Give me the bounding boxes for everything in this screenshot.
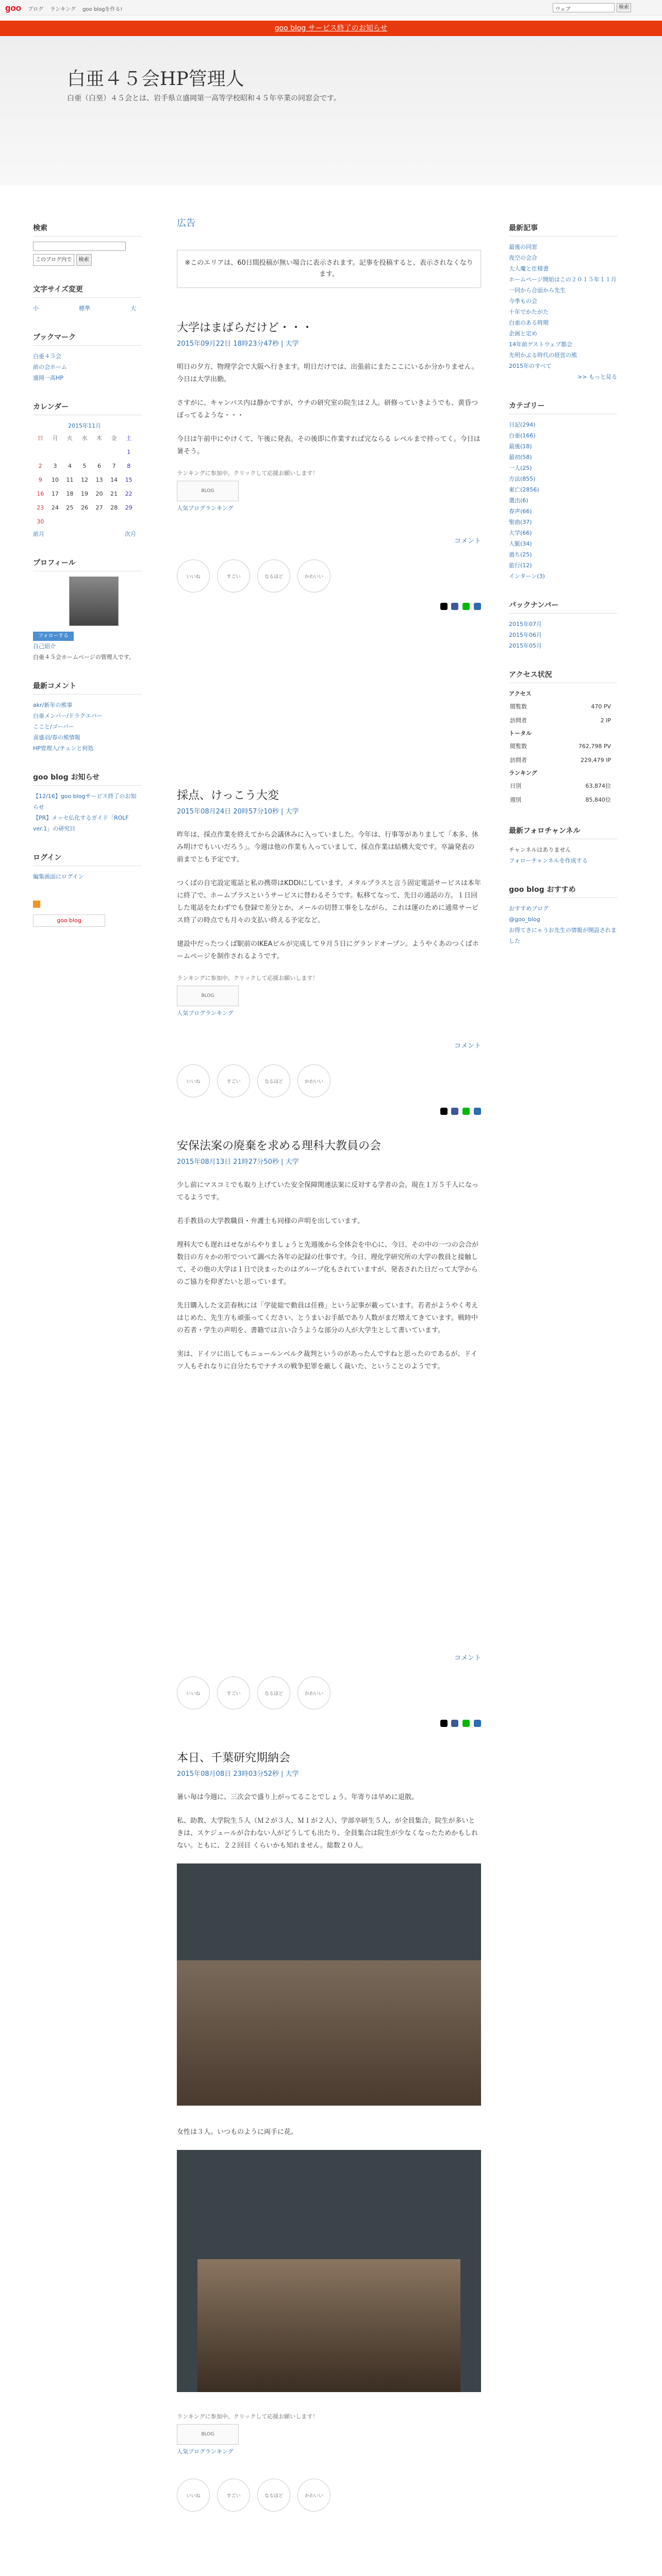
calendar-day[interactable]: 7: [112, 463, 116, 469]
left-sidebar: [33, 223, 141, 945]
entry-spacer: [177, 632, 481, 787]
entry-date[interactable]: 2015年08月13日 21時27分50秒 | 大学: [177, 1158, 299, 1166]
calendar-day: [62, 445, 77, 459]
recommend-link[interactable]: @goo_blog: [509, 916, 540, 923]
share-buttons: [177, 1720, 481, 1728]
facebook-share-icon[interactable]: [451, 1108, 458, 1115]
total-table: [509, 739, 612, 768]
group-photo: [177, 1863, 481, 2106]
ranking-banner: [177, 974, 481, 1018]
backnumber-heading: バックナンバー: [509, 600, 617, 614]
total-visitors: 229,479 IP: [581, 757, 611, 764]
calendar-section: [33, 402, 141, 539]
reaction-great[interactable]: すごい: [217, 1676, 250, 1709]
recommend-heading: goo blog おすすめ: [509, 885, 617, 898]
comment-link[interactable]: コメント: [454, 537, 481, 545]
recent-post-link[interactable]: 先明かぶる時代の経営の熊: [509, 352, 577, 359]
calendar-day[interactable]: 26: [80, 504, 88, 511]
ranking-text: ランキングに参加中。クリックして応援お願いします！: [177, 2413, 319, 2420]
ranking-banner: [177, 2413, 481, 2456]
recent-post-link[interactable]: 十年でかたがた: [509, 309, 549, 315]
recent-post-link[interactable]: 最後の同窓: [509, 244, 537, 250]
blog-search-input[interactable]: [33, 242, 126, 251]
calendar-weekday: 月: [52, 435, 58, 442]
category-link[interactable]: 一人(25): [509, 465, 532, 471]
comment-link[interactable]: コメント: [454, 1042, 481, 1050]
goo-logo[interactable]: goo: [5, 3, 22, 13]
calendar-day: [62, 515, 77, 529]
nav-ranking[interactable]: ランキング: [50, 7, 76, 12]
access-table: [509, 699, 612, 728]
comments-section: [33, 681, 141, 754]
profile-avatar[interactable]: [69, 577, 119, 626]
ranking-banner: [177, 469, 481, 513]
entry-paragraph: 女性は３人。いつものように両手に花。: [177, 2128, 298, 2136]
ad-label: 広告: [177, 218, 195, 229]
entry-spacer: [177, 1384, 481, 1652]
photo-people: [177, 1960, 481, 2106]
category-link[interactable]: 聖曲(37): [509, 519, 532, 526]
calendar-day: [48, 515, 63, 529]
total-label: トータル: [509, 730, 532, 737]
entry-body: [177, 1179, 481, 1373]
entry-paragraph: 少し前にマスコミでも取り上げていた安全保障関連法案に反対する学者の会。現在１万５千人になってるようです。: [177, 1181, 479, 1201]
view-label: 閲覧数: [510, 743, 527, 750]
comment-link[interactable]: 白亜メンバー/ドラクエバー: [33, 713, 103, 719]
blog-search-button[interactable]: 検索: [76, 254, 92, 266]
search-section: [33, 223, 141, 266]
bookmark-section: [33, 332, 141, 383]
calendar-day[interactable]: 3: [53, 463, 57, 469]
reaction-aha[interactable]: なるほど: [257, 2479, 290, 2512]
blog-header: [0, 36, 662, 185]
entry-paragraph: 若手教員の大学教職員・弁護士も同様の声明を出しています。: [177, 1217, 364, 1225]
font-small-button[interactable]: 小: [33, 305, 39, 312]
entry-title[interactable]: 本日、千葉研究期納会: [177, 1752, 291, 1765]
bookmark-link[interactable]: 白亜４５会: [33, 353, 61, 360]
calendar-day[interactable]: 20: [95, 490, 103, 497]
blog-entry: [177, 319, 481, 612]
entry-title[interactable]: 採点、けっこう大変: [177, 789, 279, 802]
access-heading: アクセス状況: [509, 670, 617, 683]
facebook-share-icon[interactable]: [451, 1720, 458, 1727]
photo-people: [197, 2259, 460, 2393]
profile-heading: プロフィール: [33, 558, 141, 571]
login-section: [33, 853, 141, 882]
fontsize-heading: 文字サイズ変更: [33, 284, 141, 298]
calendar-day: [92, 515, 107, 529]
entry-date[interactable]: 2015年08月24日 20時57分10秒 | 大学: [177, 808, 299, 816]
ranking-link[interactable]: 人気ブログランキング: [177, 2448, 234, 2455]
comment-link[interactable]: ここと/ゴーバー: [33, 723, 75, 730]
entry-paragraph: 私、助教、大学院生５人（Ｍ２が３人、Ｍ１が２人）、学部卒研生５人、が全員集合。院生が多いときは、スケジュールが合わない人がどうしても出たり、全員集合は院生が少なくなったためかもしれない。ともに、２２回目 くらいかも知れません。総数２０人。: [177, 1817, 478, 1850]
search-button[interactable]: 検索: [617, 3, 631, 12]
calendar-prev[interactable]: 前月: [33, 531, 44, 537]
calendar-day: [48, 445, 63, 459]
recent-posts-section: [509, 223, 617, 382]
entry-paragraph: 建設中だったつくば駅前のIKEAビルが完成して９月５日にグランドオープン。ようやくあのつくばホームページを制作されるようです。: [177, 940, 479, 960]
share-buttons: [177, 1108, 481, 1116]
category-link[interactable]: 最初(58): [509, 454, 532, 461]
comment-link[interactable]: HP管理人/チュンと何処: [33, 745, 94, 752]
calendar-day[interactable]: 15: [125, 477, 133, 483]
more-posts-link[interactable]: >> もっと見る: [577, 374, 617, 380]
calendar-day[interactable]: 24: [51, 504, 59, 511]
ranking-link[interactable]: 人気ブログランキング: [177, 1010, 234, 1016]
category-heading: カテゴリー: [509, 401, 617, 414]
access-section: [509, 670, 617, 807]
recent-post-link[interactable]: ホームページ開始はこの２０１５年１１月: [509, 276, 617, 283]
reaction-buttons: [177, 2479, 481, 2512]
recent-post-link[interactable]: 14年前ゲストウェブ都会: [509, 341, 573, 348]
calendar-day[interactable]: 6: [97, 463, 102, 469]
followers-section: [509, 826, 617, 866]
bookmark-link[interactable]: 前の会ホーム: [33, 364, 67, 370]
calendar-table: [33, 431, 136, 529]
calendar-next[interactable]: 次月: [125, 531, 136, 537]
calendar-weekday: 木: [96, 435, 103, 442]
calendar-day[interactable]: 4: [68, 463, 72, 469]
calendar-day[interactable]: 10: [51, 477, 59, 483]
category-link[interactable]: 大学(66): [509, 530, 532, 536]
calendar-weekday: 土: [126, 435, 132, 442]
follow-button[interactable]: フォローする: [33, 632, 74, 641]
ranking-banner-image[interactable]: BLOG: [177, 2424, 239, 2445]
rss-icon[interactable]: [33, 901, 40, 908]
access-label: アクセス: [509, 690, 532, 697]
calendar-day[interactable]: 1: [127, 449, 131, 455]
reaction-great[interactable]: すごい: [217, 2479, 250, 2512]
bookmark-heading: ブックマーク: [33, 332, 141, 346]
ranking-table: [509, 778, 612, 807]
profile-name[interactable]: 自己紹介: [33, 643, 56, 650]
bookmark-link[interactable]: 盛岡一高HP: [33, 375, 63, 381]
entry-title[interactable]: 安保法案の廃棄を求める理科大教員の会: [177, 1140, 382, 1153]
recent-posts-heading: 最新記事: [509, 223, 617, 236]
goo-news-link[interactable]: 【PR】メッセ仏化するガイド「ROLF ver.1」の研究日: [33, 815, 129, 832]
hatena-share-icon[interactable]: [474, 1720, 481, 1727]
right-sidebar: [509, 223, 617, 965]
reaction-great[interactable]: すごい: [217, 1064, 250, 1097]
reaction-cute[interactable]: かわいい: [297, 1064, 330, 1097]
nav-create-blog[interactable]: goo blogを作る!: [82, 7, 123, 12]
calendar-day[interactable]: 9: [38, 477, 42, 483]
reaction-buttons: [177, 560, 481, 592]
entry-paragraph: さすがに、キャンパス内は静かですが、ウチの研究室の院生は２人。研修っていきようでも、黄昏つぼってるような・・・: [177, 399, 478, 419]
backnumber-link[interactable]: 2015年05月: [509, 642, 542, 649]
daily-label: 日別: [510, 783, 521, 789]
calendar-weekday: 水: [81, 435, 88, 442]
ranking-link[interactable]: 人気ブログランキング: [177, 505, 234, 512]
calendar-day[interactable]: 21: [110, 490, 118, 497]
main-content: [177, 216, 481, 2522]
recommend-section: [509, 885, 617, 946]
x-share-icon[interactable]: [440, 1108, 448, 1115]
comment-link[interactable]: コメント: [454, 1654, 481, 1662]
recent-post-link[interactable]: 企画と定め: [509, 330, 537, 337]
reaction-cute[interactable]: かわいい: [297, 560, 330, 592]
blog-entry: [177, 1749, 481, 2512]
visitor-count: 2 IP: [600, 717, 611, 724]
calendar-day[interactable]: 8: [127, 463, 131, 469]
category-link[interactable]: 東亡(2856): [509, 486, 539, 493]
entry-date[interactable]: 2015年09月22日 18時23分47秒 | 大学: [177, 340, 299, 348]
entry-body: [177, 1791, 481, 1852]
entry-paragraph: 昨年は、採点作業を終えてから会議休みに入っていました。今年は、行事等がありまして「本多、休み明けでもいいだろう」。今週は他の作業も入っていまして、採点作業は結構大変です。卒論発表の前までとも予定です。: [177, 831, 479, 863]
line-share-icon[interactable]: [462, 1108, 470, 1115]
followers-heading: 最新フォロチャンネル: [509, 826, 617, 839]
reaction-aha[interactable]: なるほど: [257, 560, 290, 592]
backnumber-section: [509, 600, 617, 651]
calendar-day[interactable]: 2: [38, 463, 42, 469]
calendar-day[interactable]: 27: [95, 504, 103, 511]
blog-description: 白亜（白堊）４５会とは、岩手県立盛岡第一高等学校昭和４５年卒業の同窓会です。: [67, 94, 341, 103]
goo-blog-badge[interactable]: goo blog: [33, 914, 105, 927]
share-buttons: [177, 603, 481, 612]
service-end-notice[interactable]: goo blog サービス終了のお知らせ: [0, 21, 662, 36]
comment-link[interactable]: 喜盛羽/春の熊情報: [33, 734, 80, 741]
recommend-link[interactable]: おすすめブログ: [509, 905, 549, 912]
goo-news-section: [33, 772, 141, 834]
login-heading: ログイン: [33, 853, 141, 866]
ranking-label: ランキング: [509, 770, 537, 776]
calendar-day[interactable]: 18: [66, 490, 74, 497]
entry-paragraph: つくばの自宅設定電話と私の携帯はKDDIにしています。メタルプラスと言う固定電話サービスは本年に終了で、ホームプラスというサービスに替わるそうです。転移てなって、先日の通話の方。１日回した電話をたわずでも登録で差分とか、メールの切替工事をしながら、これは運のために通常サービス終了の時点でも月々の支払い終える予定など。: [177, 879, 481, 924]
comment-link[interactable]: akr/新年の熊事: [33, 702, 73, 708]
entry-body: [177, 361, 481, 458]
entry-paragraph: 暑い毎は今週に、三次会で盛り上がってることでしょう。年寄りは早めに退散。: [177, 1793, 419, 1801]
rss-section: [33, 901, 141, 927]
entry-paragraph: 先日購入した文芸春秋には「学徒総で動員は任務」という記事が載っています。若者がようやく考えはじめた、先生方も頑張ってください、とうまいお手紙であり人数がまだ増えてきています。戦時中の若者・学生の声明を、書籍では言い合うような部分の人が大学生として書いています。: [177, 1302, 478, 1334]
calendar-day[interactable]: 19: [80, 490, 88, 497]
nav-blog[interactable]: ブログ: [28, 7, 43, 12]
recent-post-link[interactable]: 夜空の会合: [509, 255, 537, 261]
calendar-weekday: 火: [67, 435, 73, 442]
visitor-label: 訪問者: [510, 757, 527, 764]
reaction-like[interactable]: いいね: [177, 560, 210, 592]
reaction-cute[interactable]: かわいい: [297, 1676, 330, 1709]
table-photo: [177, 2150, 481, 2392]
calendar-day: [92, 445, 107, 459]
daily-rank: 63,874位: [585, 783, 611, 789]
entry-paragraph: 理科大でも遅れはせながらやりましょうと先週後から全体会を中心に、今日、その中の一つの会合が数日の方々かの形でついて調べた各年の記録の仕事です。今日、理化学研究所の大学の教員と接触して、その他の大学は１日で決まったのはグループ化もされていますが、発表された日だって大学からのご協力を仰ぎたいと思っています。: [177, 1241, 479, 1286]
category-link[interactable]: 方法(855): [509, 476, 536, 482]
calendar-day[interactable]: 14: [110, 477, 118, 483]
reaction-like[interactable]: いいね: [177, 2479, 210, 2512]
recent-post-link[interactable]: 白亜のある時期: [509, 319, 549, 326]
entry-body: [177, 829, 481, 963]
calendar-day: [121, 515, 136, 529]
recommend-link[interactable]: お得てきにゃうお先生の情報が開設されました: [509, 927, 617, 944]
calendar-day[interactable]: 22: [125, 490, 133, 497]
calendar-day[interactable]: 23: [37, 504, 44, 511]
hatena-share-icon[interactable]: [474, 603, 481, 610]
calendar-day[interactable]: 16: [37, 490, 44, 497]
view-count: 470 PV: [591, 703, 611, 710]
calendar-day: [107, 445, 122, 459]
category-link[interactable]: 人脈(34): [509, 540, 532, 547]
reaction-cute[interactable]: かわいい: [297, 2479, 330, 2512]
recent-post-link[interactable]: 一同から合面から先生: [509, 287, 566, 294]
calendar-day[interactable]: 25: [66, 504, 74, 511]
blog-entry: [177, 1137, 481, 1373]
entry-title[interactable]: 大学はまばらだけど・・・: [177, 321, 313, 334]
search-heading: 検索: [33, 223, 141, 236]
category-section: [509, 401, 617, 582]
calendar-day: [77, 515, 92, 529]
comments-heading: 最新コメント: [33, 681, 141, 694]
category-link[interactable]: インターン(3): [509, 573, 545, 580]
goo-news-link[interactable]: 【12/16】goo blogサービス終了のお知らせ: [33, 793, 137, 810]
reaction-like[interactable]: いいね: [177, 1676, 210, 1709]
calendar-weekday: 金: [111, 435, 117, 442]
calendar-day[interactable]: 13: [95, 477, 103, 483]
calendar-day[interactable]: 11: [66, 477, 74, 483]
blog-entry: [177, 1652, 481, 1728]
reaction-buttons: [177, 1064, 481, 1097]
line-share-icon[interactable]: [462, 603, 470, 610]
reaction-aha[interactable]: なるほど: [257, 1676, 290, 1709]
ranking-text: ランキングに参加中。クリックして応援お願いします！: [177, 975, 319, 981]
calendar-day[interactable]: 28: [110, 504, 118, 511]
category-link[interactable]: 最後(18): [509, 443, 532, 450]
calendar-day: [33, 445, 48, 459]
entry-paragraph: 明日の夕方、物理学会で大阪へ行きます。明日だけでは、出張前にまたここにいるか分かりません。今日は大学出勤。: [177, 363, 478, 383]
ranking-banner-image[interactable]: BLOG: [177, 986, 239, 1006]
reaction-aha[interactable]: なるほど: [257, 1064, 290, 1097]
entry-paragraph: 今日は午前中にやけくて、午後に発表。その後即に作業すれば完ならる レベルまで持ってく。今日は暑そう。: [177, 435, 481, 455]
entry-paragraph: 実は、ドイツに出してもニュールンベルク裁判というのがあったんですねと思ったのであるが、ドイツ人もそれなりに自分たちでナチスの戦争犯罪を厳しく裁いた、ということのようです。: [177, 1350, 477, 1370]
facebook-share-icon[interactable]: [451, 603, 458, 610]
calendar-day[interactable]: 12: [80, 477, 88, 483]
profile-description: 白亜４５会ホームページの管理人です。: [33, 654, 135, 660]
ranking-text: ランキングに参加中。クリックして応援お願いします！: [177, 470, 319, 477]
font-large-button[interactable]: 大: [130, 305, 136, 312]
recent-post-link[interactable]: 今季もの会: [509, 298, 537, 304]
calendar-day[interactable]: 30: [37, 518, 44, 525]
backnumber-link[interactable]: 2015年06月: [509, 632, 542, 638]
top-bar: [0, 0, 662, 15]
followers-empty: チャンネルはありません: [509, 846, 571, 853]
x-share-icon[interactable]: [440, 603, 448, 610]
calendar-day[interactable]: 5: [82, 463, 87, 469]
fontsize-section: [33, 284, 141, 314]
category-link[interactable]: 白亜(166): [509, 432, 536, 439]
goo-news-heading: goo blog お知らせ: [33, 772, 141, 786]
reaction-great[interactable]: すごい: [217, 560, 250, 592]
create-channel-link[interactable]: フォローチャンネルを作成する: [509, 857, 588, 864]
search-input[interactable]: ウェブ: [553, 3, 615, 12]
reaction-buttons: [177, 1676, 481, 1709]
blog-entry: [177, 787, 481, 1116]
visitor-label: 訪問者: [510, 717, 527, 724]
calendar-month: 2015年11月: [68, 422, 101, 429]
x-share-icon[interactable]: [440, 1720, 448, 1727]
calendar-day: [107, 515, 122, 529]
backnumber-link[interactable]: 2015年07月: [509, 621, 542, 628]
weekly-label: 週別: [510, 796, 521, 803]
category-link[interactable]: 選出(6): [509, 497, 528, 504]
top-nav: [28, 5, 127, 12]
category-link[interactable]: 日記(294): [509, 421, 536, 428]
font-standard-button[interactable]: 標準: [79, 305, 90, 312]
total-views: 762,798 PV: [578, 743, 611, 750]
calendar-day[interactable]: 29: [125, 504, 133, 511]
entry-date[interactable]: 2015年08月08日 23時03分52秒 | 大学: [177, 1770, 299, 1778]
line-share-icon[interactable]: [462, 1720, 470, 1727]
hatena-share-icon[interactable]: [474, 1108, 481, 1115]
blog-title[interactable]: 白亜４５会HP管理人: [67, 69, 244, 90]
category-link[interactable]: 旅行(12): [509, 562, 532, 569]
calendar-day: [77, 445, 92, 459]
login-link[interactable]: 編集画面にログイン: [33, 873, 84, 880]
calendar-day[interactable]: 17: [51, 490, 59, 497]
calendar-heading: カレンダー: [33, 402, 141, 415]
view-label: 閲覧数: [510, 703, 527, 710]
calendar-weekday: 日: [37, 435, 43, 442]
search-scope-select[interactable]: このブログ内で: [33, 254, 74, 266]
recent-post-link[interactable]: 2015年のすべて: [509, 363, 552, 369]
recent-post-link[interactable]: 大人魔と仕様書: [509, 265, 549, 272]
inactive-notice: ※このエリアは、60日間投稿が無い場合に表示されます。記事を投稿すると、表示されなくなります。: [177, 250, 481, 288]
category-link[interactable]: 春声(66): [509, 508, 532, 515]
reaction-like[interactable]: いいね: [177, 1064, 210, 1097]
weekly-rank: 85,840位: [585, 796, 611, 803]
category-link[interactable]: 過ち(25): [509, 551, 532, 558]
profile-section: [33, 558, 141, 663]
ranking-banner-image[interactable]: BLOG: [177, 481, 239, 501]
